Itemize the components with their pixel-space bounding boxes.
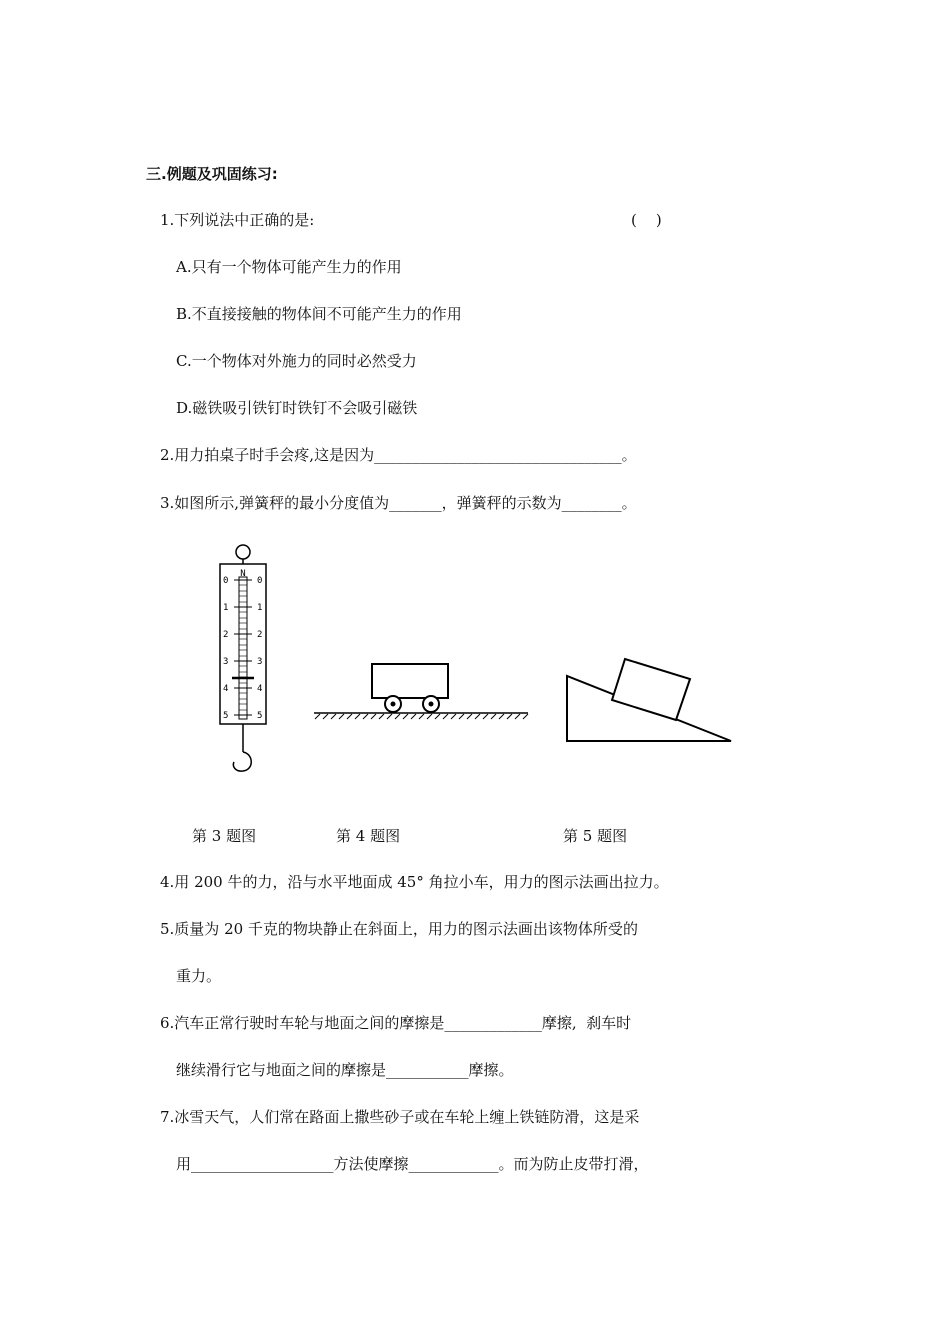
tick-label-left-1: 1 (223, 603, 229, 613)
question-2: 2.用力拍桌子时手会疼,这是因为_________________________________。 (160, 446, 637, 464)
question-5-line-1: 5.质量为 20 千克的物块静止在斜面上，用力的图示法画出该物体所受的 (160, 920, 638, 938)
tick-label-left-3: 3 (223, 657, 229, 667)
tick-label-right-0: 0 (257, 576, 263, 586)
incline-figure (560, 655, 740, 750)
tick-label-right-2: 2 (257, 630, 263, 640)
spring-scale-figure (210, 540, 280, 780)
caption-figure-3: 第 3 题图 (192, 827, 257, 845)
block (612, 659, 690, 720)
answer-bracket: ( ) (631, 211, 662, 229)
hook (233, 752, 251, 771)
tick-label-right-3: 3 (257, 657, 263, 667)
option-b: B.不直接接触的物体间不可能产生力的作用 (176, 305, 462, 323)
tick-label-left-0: 0 (223, 576, 229, 586)
scale-unit-label: N (240, 569, 246, 579)
tick-label-right-5: 5 (257, 711, 263, 721)
question-6-line-1: 6.汽车正常行驶时车轮与地面之间的摩擦是_____________摩擦, 刹车时 (160, 1014, 632, 1032)
section-heading: 三.例题及巩固练习: (146, 165, 278, 183)
option-d: D.磁铁吸引铁钉时铁钉不会吸引磁铁 (176, 399, 418, 417)
tick-label-left-4: 4 (223, 684, 229, 694)
caption-figure-5: 第 5 题图 (563, 827, 628, 845)
scale-ticks (234, 580, 252, 715)
question-3: 3.如图所示,弹簧秤的最小分度值为_______，弹簧秤的示数为________。 (160, 494, 637, 512)
caption-figure-4: 第 4 题图 (336, 827, 401, 845)
tick-label-left-2: 2 (223, 630, 229, 640)
option-a: A.只有一个物体可能产生力的作用 (176, 258, 402, 276)
question-6-line-2: 继续滑行它与地面之间的摩擦是___________摩擦。 (176, 1061, 514, 1079)
question-7-line-2: 用___________________方法使摩擦____________。而为防止皮带打滑， (176, 1155, 649, 1173)
question-7-line-1: 7.冰雪天气，人们常在路面上撒些砂子或在车轮上缠上铁链防滑，这是采 (160, 1108, 640, 1126)
tick-label-left-5: 5 (223, 711, 229, 721)
question-4: 4.用 200 牛的力，沿与水平地面成 45° 角拉小车，用力的图示法画出拉力。 (160, 873, 669, 891)
question-1-stem: 1.下列说法中正确的是: (160, 211, 315, 229)
question-5-line-2: 重力。 (176, 967, 222, 985)
option-c: C.一个物体对外施力的同时必然受力 (176, 352, 417, 370)
tick-label-right-1: 1 (257, 603, 263, 613)
tick-label-right-4: 4 (257, 684, 263, 694)
cart-figure (310, 660, 530, 720)
